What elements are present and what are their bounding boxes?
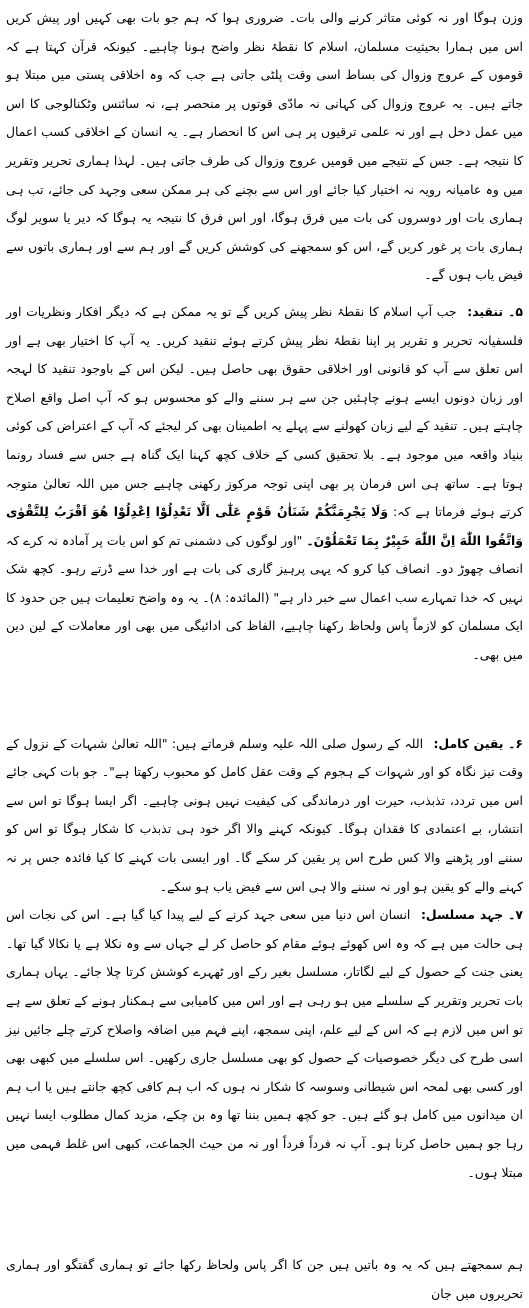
paragraph-spacer	[6, 1187, 523, 1251]
section-heading-criticism: ۵۔ تنقید:	[467, 303, 523, 319]
paragraph-spacer	[6, 670, 523, 730]
paragraph-intro-text: وزن ہوگا اور نہ کوئی متاثر کرنے والی بات۔ ضروری ہوا کہ ہم جو بات بھی کہیں اور پیش کریں اس میں ہمارا بحیثیت مسلمان، اسلام کا نقطۂ نظر واضح ہونا چاہیے۔ کیونکہ قرآن کہتا ہے کہ قوموں کے عروج وزوال کی بساط اسی وقت پلٹی جاتی ہے جب کہ وہ اخلاقی پستی میں مبتلا ہو جاتے ہیں۔ یہ عروج وزوال کی کہانی نہ مادّی قوتوں پر منحصر ہے، نہ سائنس وٹکنالوجی کا اس میں عمل دخل ہے اور نہ علمی ترقیوں پر ہی اس کا انحصار ہے۔ یہ انسان کے اخلاقی کسب اعمال کا نتیجہ ہے۔ جس کے نتیجے میں قومیں عروج وزوال کی طرف جاتی ہیں۔ لہذا ہماری تحریر وتقریر میں وہ عامیانہ رویہ نہ اختیار کیا جائے اور اس سے بچنے کی ہر ممکن سعی وجہد کی جائے، تب ہی ہماری بات اور دوسروں کی بات میں فرق ہوگا، اور اس فرق کا نتیجہ یہ ہوگا کہ دیر یا سویر لوگ ہماری بات پر غور کریں گے، اس کو سمجھنے کی کوشش کریں گے اور ہم سے اور ہماری باتوں سے فیض یاب ہوں گے۔	[6, 10, 523, 283]
paragraph-closing-text: ہم سمجھتے ہیں کہ یہ وہ باتیں ہیں جن کا اگر پاس ولحاظ رکھا جائے تو ہماری گفتگو اور ہماری تحریروں میں جان	[6, 1257, 523, 1301]
quran-verse: وَلَا یَجْرِمَنَّكُمْ شَنَاٰنُ قَوْمٍ عَلٰٓی اَلَّا تَعْدِلُوْا اِعْدِلُوْا ھُوَ اَقْرَبُ لِلتَّقْوٰی وَاتَّقُوا اللّٰهَ اِنَّ اللّٰهَ خَبِیْرٌ بِمَا تَعْمَلُوْنَ۔	[6, 504, 523, 548]
verse-translation-text: "اور لوگوں کی دشمنی تم کو اس بات پر آمادہ نہ کرے کہ انصاف چھوڑ دو۔ انصاف کیا کرو کہ یہی پرہیز گاری کی بات ہے اور خدا سے ڈرتے رہو۔ کچھ شک نہیں کہ خدا تمہارے سب اعمال سے خبر دار ہے" (المائدہ: ۸)۔ یہ وہ واضح تعلیمات ہیں جن حدود کا ایک مسلمان کو لازماً پاس ولحاظ رکھنا چاہیے، الفاظ کی ادائیگی میں بھی اور معاملات کے لین دین میں بھی۔	[6, 532, 524, 663]
paragraph-criticism-text: جب آپ اسلام کا نقطۂ نظر پیش کریں گے تو یہ ممکن ہے کہ دیگر افکار ونظریات اور فلسفیانہ تحریر و تقریر پر اپنا نقطۂ نظر پیش کرتے ہوئے تنقید کریں۔ یہ آپ کا اختیار بھی ہے اور اس تعلق سے آپ کو قانونی اور اخلاقی حقوق بھی حاصل ہیں۔ لیکن اس کے باوجود تنقید کا لہجہ اور زبان دونوں ایسے ہونے چاہئیں جن سے ہر سننے والے کو محسوس ہو کہ آپ اصل واقع اصلاح چاہتے ہیں۔ تنقید کے لیے زبان کھولنے سے پہلے یہ اطمینان بھی کر لیجئے کہ آپ کے اعتراض کی کوئی بنیاد واقعہ میں موجود ہے۔ بلا تحقیق کسی کے خلاف کچھ کہنا ایک گناہ ہے جس سے فساد رونما ہوتا ہے۔ ساتھ ہی اس فرمان پر بھی اپنی توجہ مرکوز رکھنی چاہیے جس میں اللہ تعالیٰ متوجہ کرتے ہوئے فرماتا ہے کہ:	[6, 303, 523, 520]
paragraph-intro	[6, 4, 523, 290]
paragraph-spacer	[6, 290, 523, 298]
section-heading-certainty: ۶۔ یقین کامل:	[433, 735, 523, 751]
paragraph-criticism	[6, 298, 523, 670]
paragraph-struggle	[6, 901, 523, 1187]
paragraph-certainty	[6, 730, 523, 902]
paragraph-closing	[6, 1251, 523, 1308]
paragraph-certainty-text: اللہ کے رسول صلی اللہ علیہ وسلم فرماتے ہیں: "اللہ تعالیٰ شبہات کے نزول کے وقت تیز نگاہ کو اور شہوات کے ہجوم کے وقت عقل کامل کو محبوب رکھتا ہے"۔ جو بات کہی جائے اس میں تردد، تذبذب، حیرت اور درماندگی کی کیفیت نہیں ہونی چاہیے۔ اگر ایسا ہوگا تو اس سے انتشار، بے اعتمادی کا فقدان ہوگا۔ کیونکہ کہنے والا اگر خود ہی تذبذب کا شکار ہوگا تو اس کو سننے اور پڑھنے والا کس طرح اس پر یقین کر سکے گا۔ اور ایسی بات کہنے کا کیا فائدہ جس پر نہ کہنے والے کو یقین ہو اور نہ سننے والا ہی اس سے فیض یاب ہو سکے۔	[6, 735, 523, 894]
section-heading-struggle: ۷۔ جہد مسلسل:	[420, 907, 523, 923]
paragraph-struggle-text: انسان اس دنیا میں سعی جہد کرنے کے لیے پیدا کیا گیا ہے۔ اس کی نجات اس ہی حالت میں ہے کہ وہ اس کھوئے ہوئے مقام کو حاصل کر لے جہاں سے وہ نکلا ہے یا نکالا گیا تھا۔ یعنی جنت کے حصول کے لیے لگاتار، مسلسل بغیر رکے اور ٹھہرے کوشش کرتا چلا جائے۔ یہاں ہماری بات تحریر وتقریر کے سلسلے میں ہو رہی ہے اور اس میں کامیابی سے ہمکنار ہونے کے تعلق سے ہے تو اس میں لازم ہے کہ اس کے لیے علم، اپنی سمجھ، اپنے فہم میں اضافہ واصلاح کرتے چلے جائیں نیز اسی طرح کی دیگر خصوصیات کے حصول کو بھی مسلسل جاری رکھیں۔ اس سلسلے میں کبھی بھی اور کسی بھی لمحہ اس شیطانی وسوسہ کا شکار نہ ہوں کہ اب ہم کافی کچھ جانتے ہیں یا اب ہم ان میدانوں میں کامل ہو گئے ہیں۔ جو کچھ ہمیں بننا تھا وہ بن چکے، مزید کمال مطلوب ایسا نہیں رہا جو ہمیں حاصل کرنا ہو۔ آپ نہ فرداً فرداً اور نہ من حیث الجماعت، کبھی اس غلط فہمی میں مبتلا ہوں۔	[6, 907, 523, 1180]
